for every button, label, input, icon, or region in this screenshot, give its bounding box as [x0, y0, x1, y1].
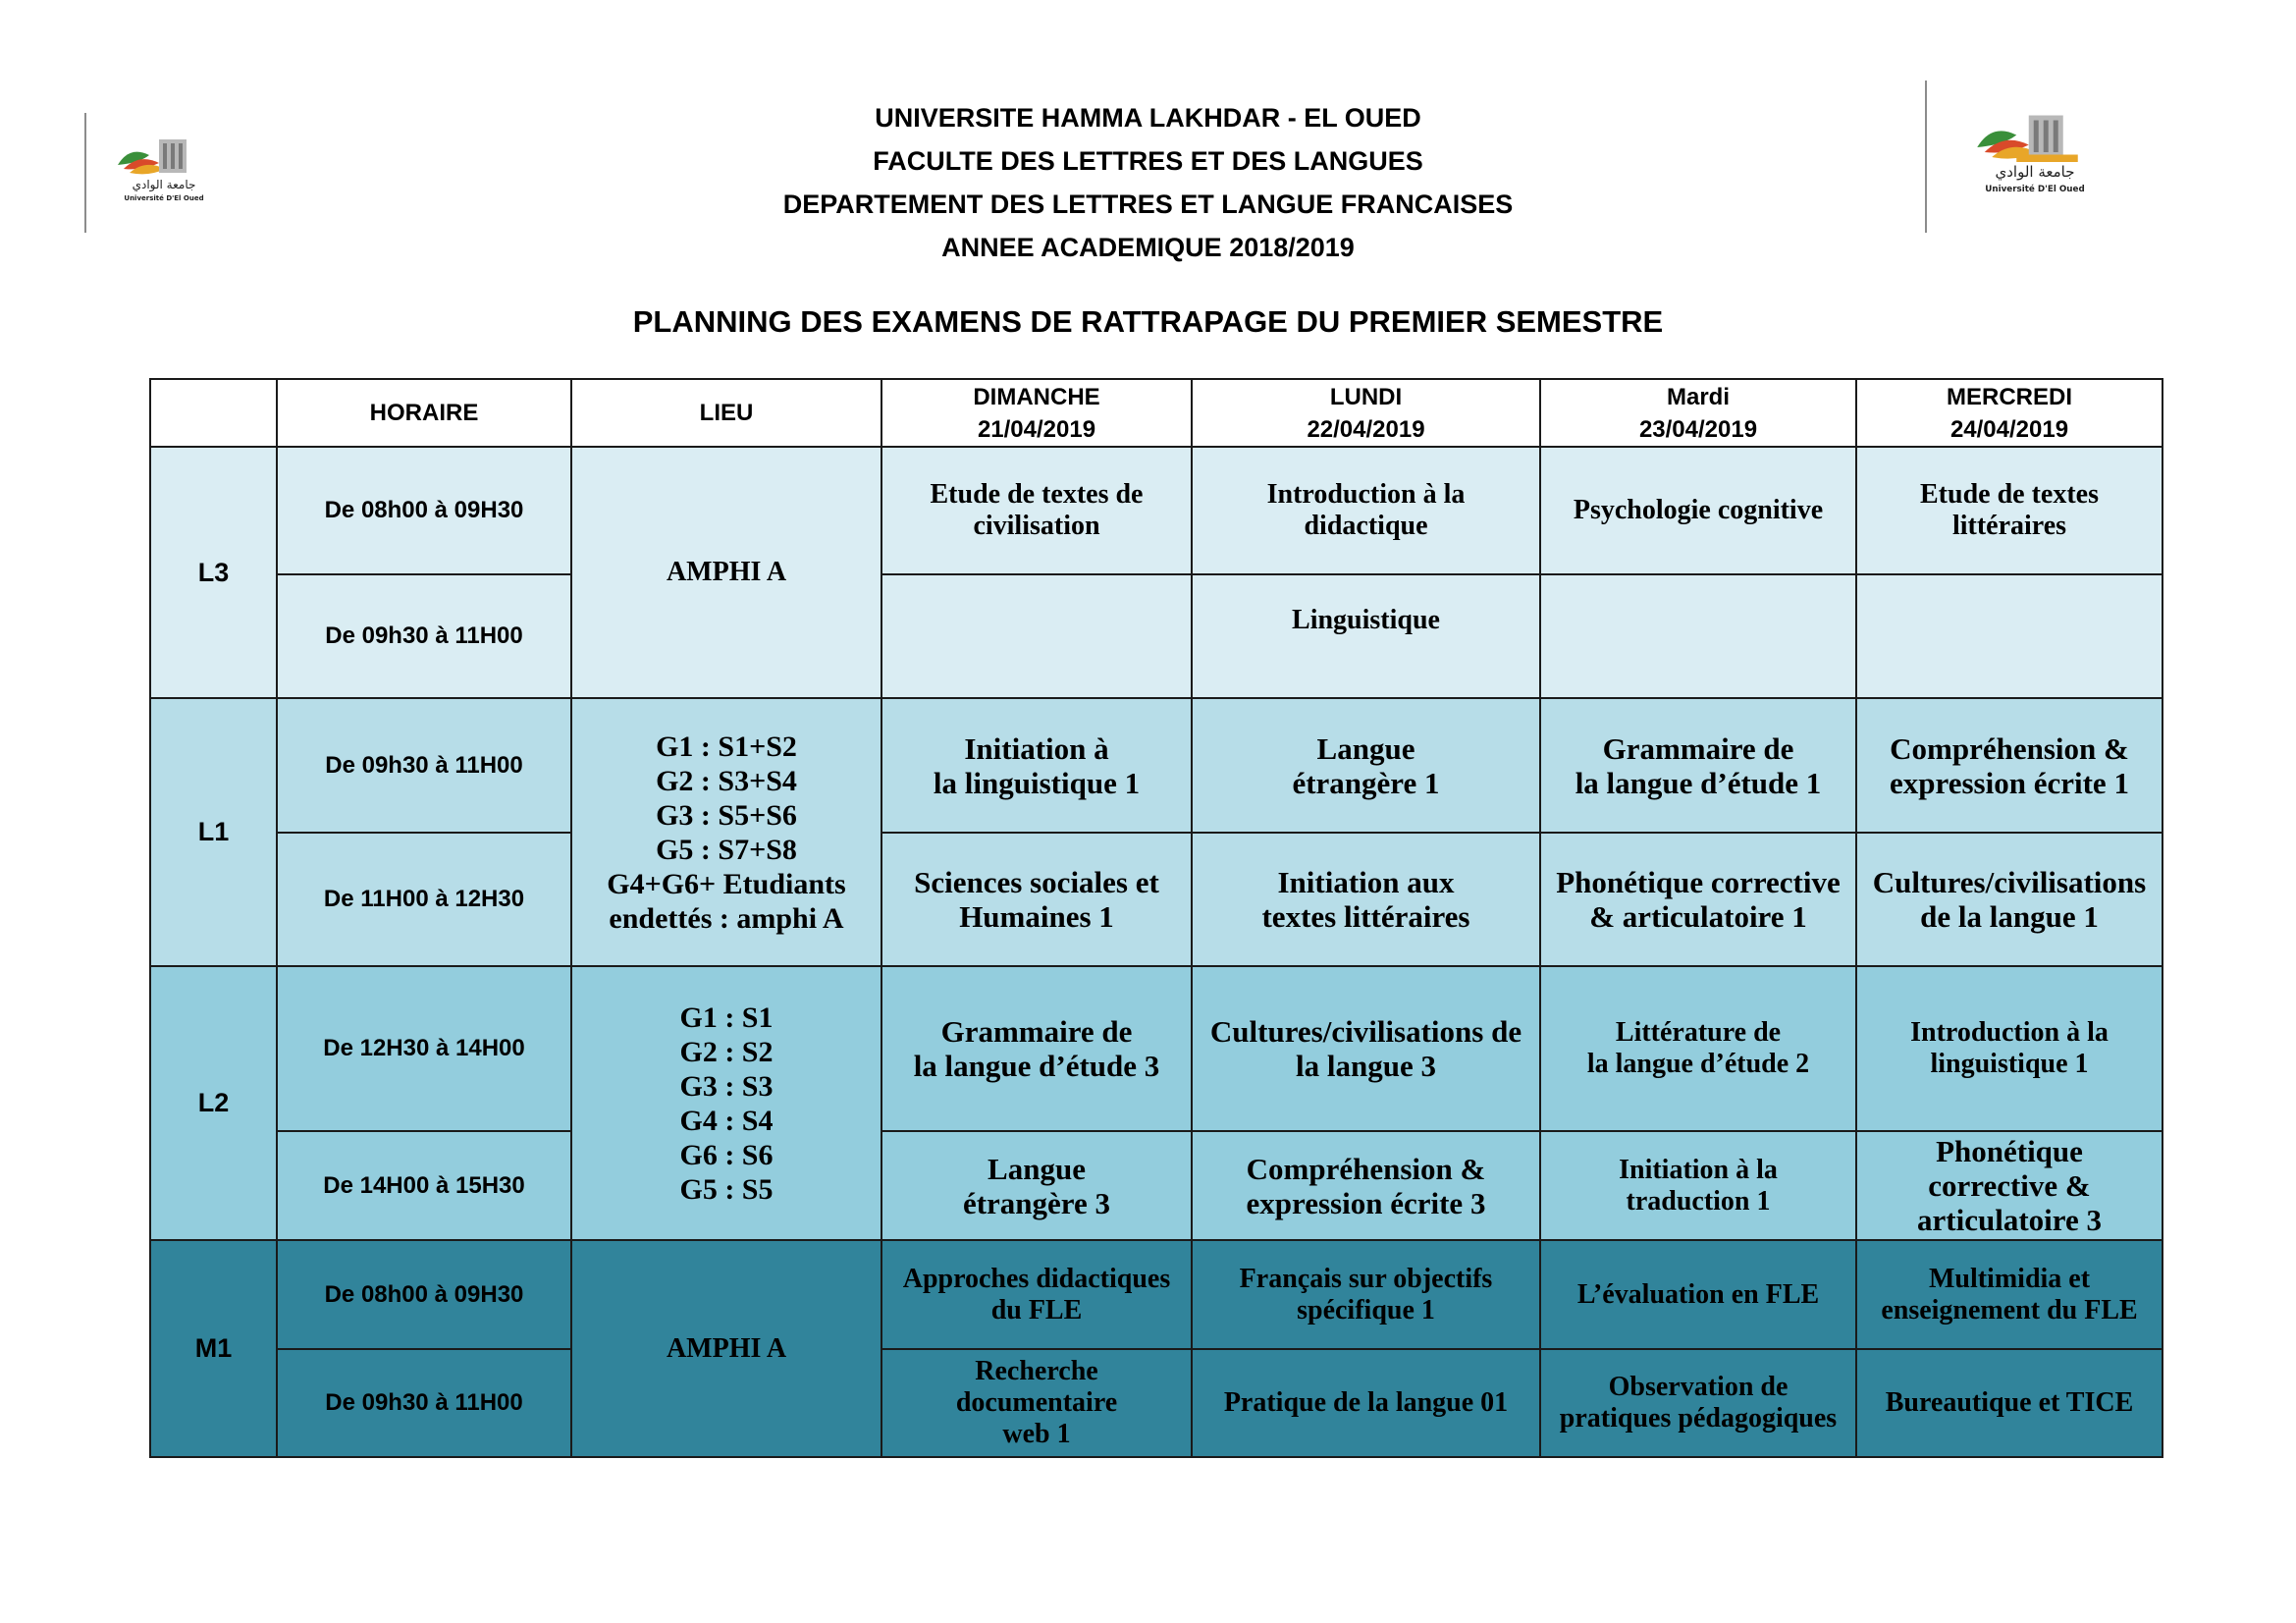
- department-name: DEPARTEMENT DES LETTRES ET LANGUE FRANCAISES: [782, 189, 1514, 219]
- course-cell: Observation de pratiques pédagogiques: [1540, 1349, 1856, 1457]
- table-row: [150, 966, 2163, 1131]
- course-cell: [1540, 574, 1856, 698]
- level-l1: L1: [150, 698, 277, 966]
- course-cell: Introduction à la linguistique 1: [1856, 966, 2163, 1131]
- day-date: 22/04/2019: [1307, 415, 1425, 443]
- day-name: Mardi: [1666, 383, 1730, 410]
- course-cell: Français sur objectifs spécifique 1: [1192, 1240, 1540, 1349]
- day-date: 23/04/2019: [1638, 415, 1758, 443]
- course-cell: [1856, 574, 2163, 698]
- course-cell: Cultures/civilisations de la langue 3: [1192, 966, 1540, 1131]
- time-slot: De 09h30 à 11H00: [277, 698, 571, 833]
- course-cell: Multimidia et enseignement du FLE: [1856, 1240, 2163, 1349]
- course-cell: Grammaire de la langue d’étude 3: [881, 966, 1192, 1131]
- course-cell: Compréhension & expression écrite 1: [1856, 698, 2163, 833]
- course-cell: Phonétique corrective & articulatoire 3: [1856, 1131, 2163, 1240]
- course-cell: L’évaluation en FLE: [1540, 1240, 1856, 1349]
- table-row: [150, 1240, 2163, 1349]
- course-cell: Approches didactiques du FLE: [881, 1240, 1192, 1349]
- header-day-4: [1856, 379, 2163, 447]
- level-l3: L3: [150, 447, 277, 698]
- time-slot: De 12H30 à 14H00: [277, 966, 571, 1131]
- table-row: [150, 698, 2163, 833]
- lieu-l3: AMPHI A: [571, 447, 881, 698]
- table-row: [150, 447, 2163, 574]
- course-cell: Bureautique et TICE: [1856, 1349, 2163, 1457]
- course-cell: Grammaire de la langue d’étude 1: [1540, 698, 1856, 833]
- header-lieu: LIEU: [571, 379, 881, 447]
- university-name: UNIVERSITE HAMMA LAKHDAR - EL OUED: [875, 103, 1421, 133]
- course-cell: Phonétique corrective & articulatoire 1: [1540, 833, 1856, 966]
- table-row: [150, 574, 2163, 698]
- course-cell: Initiation aux textes littéraires: [1192, 833, 1540, 966]
- document-header: [0, 96, 2296, 269]
- lieu-m1: AMPHI A: [571, 1240, 881, 1457]
- header-horaire: HORAIRE: [277, 379, 571, 447]
- day-name: LUNDI: [1329, 383, 1403, 410]
- course-cell: Sciences sociales et Humaines 1: [881, 833, 1192, 966]
- table-header-row: [150, 379, 2163, 447]
- course-cell: Initiation à la linguistique 1: [881, 698, 1192, 833]
- course-cell: Littérature de la langue d’étude 2: [1540, 966, 1856, 1131]
- time-slot: De 08h00 à 09H30: [277, 1240, 571, 1349]
- academic-year: ANNEE ACADEMIQUE 2018/2019: [941, 233, 1355, 262]
- course-cell: Linguistique: [1192, 574, 1540, 698]
- day-date: 21/04/2019: [977, 415, 1096, 443]
- faculty-name: FACULTE DES LETTRES ET DES LANGUES: [873, 146, 1423, 176]
- day-name: MERCREDI: [1946, 383, 2072, 410]
- header-day-2: [1192, 379, 1540, 447]
- course-cell: [881, 574, 1192, 698]
- header-day-1: [881, 379, 1192, 447]
- course-cell: Psychologie cognitive: [1540, 447, 1856, 574]
- document-title: PLANNING DES EXAMENS DE RATTRAPAGE DU PREMIER SEMESTRE: [632, 304, 1664, 339]
- course-cell: Compréhension & expression écrite 3: [1192, 1131, 1540, 1240]
- table-row: [150, 1131, 2163, 1240]
- day-name: DIMANCHE: [973, 383, 1100, 410]
- lieu-l1: G1 : S1+S2 G2 : S3+S4 G3 : S5+S6 G5 : S7+S8 G4+G6+ Etudiants endettés : amphi A: [571, 698, 881, 966]
- header-empty: [150, 379, 277, 447]
- time-slot: De 14H00 à 15H30: [277, 1131, 571, 1240]
- logo-text-ar: جامعة الوادي: [132, 178, 196, 191]
- time-slot: De 09h30 à 11H00: [277, 1349, 571, 1457]
- logo-text-fr-right: Université D'El Oued: [1985, 185, 2085, 194]
- exam-schedule-table: [149, 378, 2163, 1458]
- header-day-3: [1540, 379, 1856, 447]
- course-cell: Introduction à la didactique: [1192, 447, 1540, 574]
- time-slot: De 09h30 à 11H00: [277, 574, 571, 698]
- course-cell: Pratique de la langue 01: [1192, 1349, 1540, 1457]
- time-slot: De 11H00 à 12H30: [277, 833, 571, 966]
- time-slot: De 08h00 à 09H30: [277, 447, 571, 574]
- level-l2: L2: [150, 966, 277, 1240]
- day-date: 24/04/2019: [1949, 415, 2069, 443]
- logo-text-ar-right: جامعة الوادي: [1995, 163, 2075, 181]
- course-cell: Initiation à la traduction 1: [1540, 1131, 1856, 1240]
- table-row: [150, 833, 2163, 966]
- course-cell: Langue étrangère 3: [881, 1131, 1192, 1240]
- course-cell: Langue étrangère 1: [1192, 698, 1540, 833]
- lieu-l2: G1 : S1 G2 : S2 G3 : S3 G4 : S4 G6 : S6 G5 : S5: [571, 966, 881, 1240]
- logo-text-fr: Université D'El Oued: [124, 194, 204, 202]
- course-cell: Etude de textes littéraires: [1856, 447, 2163, 574]
- level-m1: M1: [150, 1240, 277, 1457]
- course-cell: Cultures/civilisations de la langue 1: [1856, 833, 2163, 966]
- table-row: [150, 1349, 2163, 1457]
- course-cell: Etude de textes de civilisation: [881, 447, 1192, 574]
- course-cell: Recherche documentaire web 1: [881, 1349, 1192, 1457]
